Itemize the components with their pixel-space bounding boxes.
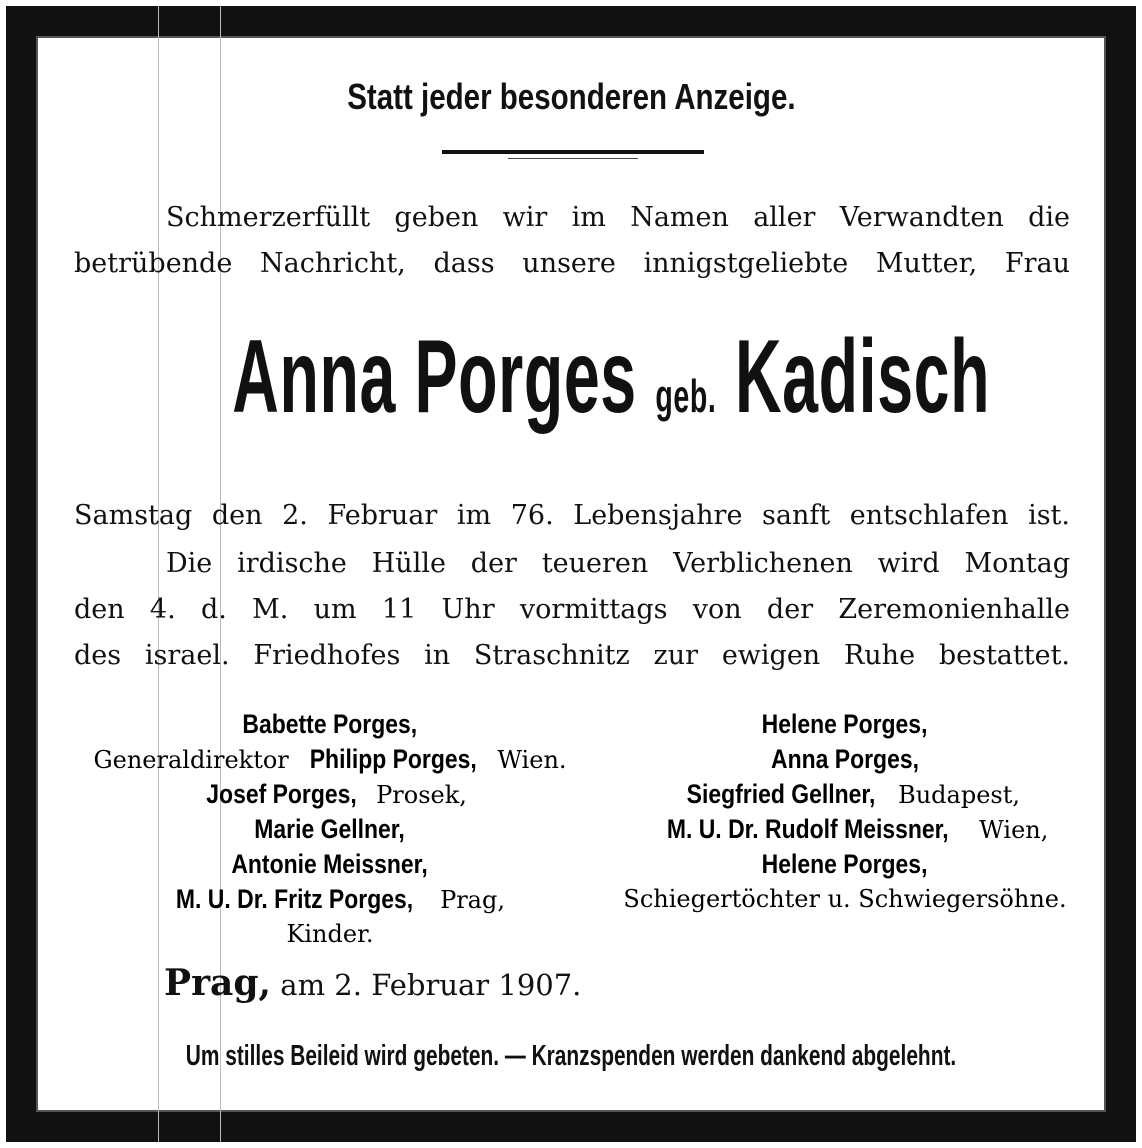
signatory: Anna Porges,	[771, 744, 919, 774]
dateline-city: Prag,	[164, 962, 272, 1004]
signatory-title: Generaldirektor	[93, 746, 289, 774]
headline: Statt jeder besonderen Anzeige.	[346, 76, 796, 117]
signatory-role: Kinder.	[286, 920, 374, 948]
signatory: M. U. Dr. Rudolf Meissner,	[666, 814, 949, 844]
signatory-role: Schiegertöchter u. Schwiegersöhne.	[623, 885, 1067, 913]
footer-note: Um stilles Beileid wird gebeten. — Kranzspenden werden dankend abgelehnt.	[185, 1040, 957, 1072]
signatory-location: Wien.	[497, 746, 567, 774]
signatory: Siegfried Gellner,	[686, 779, 876, 809]
signatory-location: Wien,	[979, 816, 1049, 844]
signatory-location: Prosek,	[376, 781, 467, 809]
intro-line: Schmerzerfüllt geben wir im Namen aller Verwandten die	[166, 202, 1070, 233]
signatories-left	[60, 708, 600, 952]
dateline-date: am 2. Februar 1907.	[280, 968, 582, 1002]
divider-rule-thin	[508, 158, 638, 159]
signatory: Babette Porges,	[242, 709, 418, 739]
body-line: Samstag den 2. Februar im 76. Lebensjahre sanft entschlafen ist.	[74, 500, 1070, 531]
signatory-location: Prag,	[440, 886, 505, 914]
body-line: den 4. d. M. um 11 Uhr vormittags von der Zeremonienhalle	[74, 594, 1070, 625]
signatory: Josef Porges,	[206, 779, 357, 809]
signatory: Helene Porges,	[762, 849, 928, 879]
signatory: Marie Gellner,	[254, 814, 406, 844]
deceased-name: Anna Porges geb. Kadisch	[232, 319, 991, 435]
signatories-right	[590, 708, 1100, 917]
body-line: des israel. Friedhofes in Straschnitz zur ewigen Ruhe bestattet.	[74, 640, 1070, 671]
fold-line	[158, 6, 159, 1142]
signatory: Antonie Meissner,	[231, 849, 429, 879]
signatory: Philipp Porges,	[309, 744, 477, 774]
body-line: Die irdische Hülle der teueren Verblichenen wird Montag	[166, 548, 1070, 579]
dateline	[164, 962, 581, 1004]
divider-rule	[442, 150, 704, 154]
signatory-location: Budapest,	[898, 781, 1020, 809]
signatory: M. U. Dr. Fritz Porges,	[175, 884, 414, 914]
signatory: Helene Porges,	[762, 709, 928, 739]
intro-line: betrübende Nachricht, dass unsere innigstgeliebte Mutter, Frau	[74, 248, 1070, 279]
